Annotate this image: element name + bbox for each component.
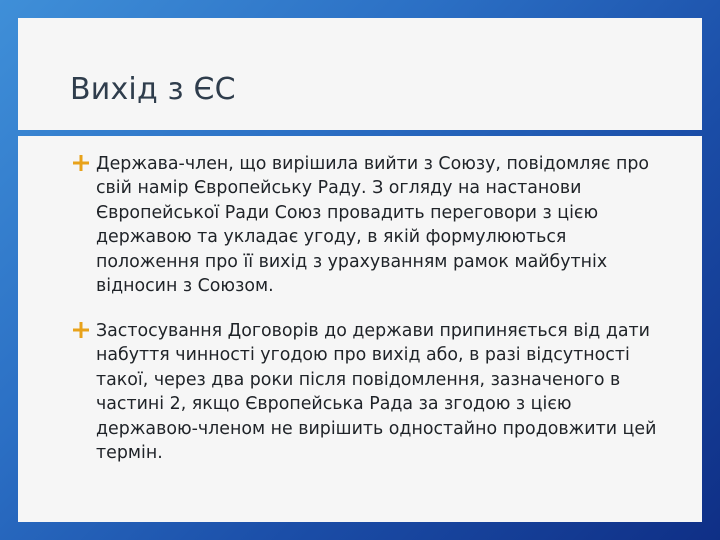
plus-icon (72, 321, 90, 339)
bullet-text: Держава-член, що вирішила вийти з Союзу, повідомляє про свій намір Європейську Раду. З огляду на настанови Європейської Ради Союз провадить переговори з цією державою та укладає угоду, в якій формулюються положення про її вихід з урахуванням рамок майбутніх відносин з Союзом. (96, 154, 650, 297)
plus-icon (72, 154, 90, 172)
bullet-item (72, 152, 657, 298)
bullet-text: Застосування Договорів до держави припиняється від дати набуття чинності угодою про вихід або, в разі відсутності такої, через два роки після повідомлення, зазначеного в частині 2, якщо Європейська Рада за згодою з цією державою-членом не вирішить одностайно продовжити цей термін. (96, 321, 657, 464)
slide-title: Вихід з ЄС (70, 72, 236, 107)
bullet-item (72, 319, 657, 465)
